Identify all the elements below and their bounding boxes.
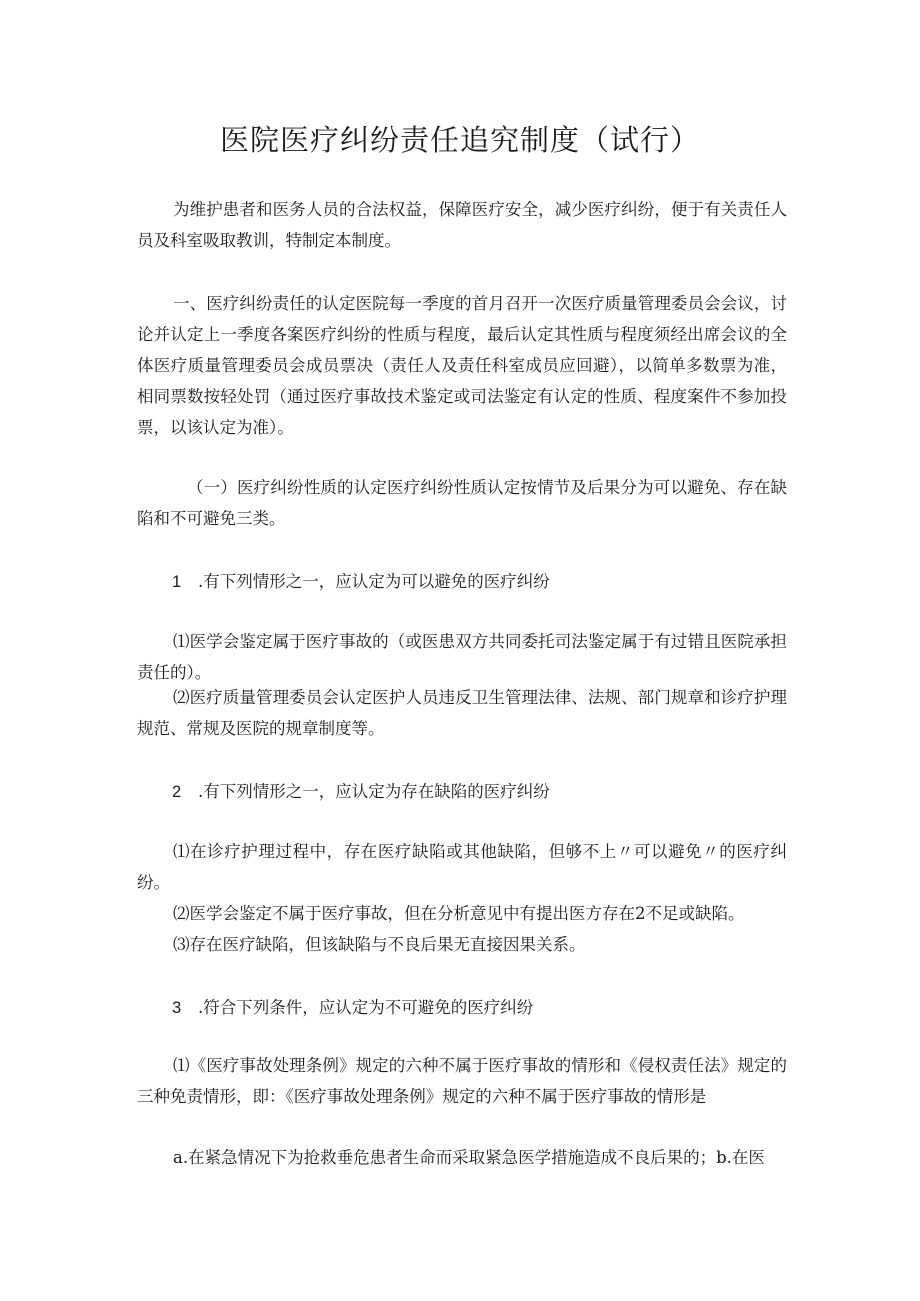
- heading-3-number: 3: [172, 999, 182, 1017]
- list-item: ⑴医学会鉴定属于医疗事故的（或医患双方共同委托司法鉴定属于有过错且医院承担责任的）。: [137, 632, 787, 682]
- list-item: ⑵医学会鉴定不属于医疗事故，但在分析意见中有提出医方存在2不足或缺陷。: [173, 904, 745, 923]
- intro-paragraph: 为维护患者和医务人员的合法权益，保障医疗安全，减少医疗纠纷，便于有关责任人员及科室吸取教训，特制定本制度。: [137, 200, 787, 250]
- list-item: ⑵医疗质量管理委员会认定医护人员违反卫生管理法律、法规、部门规章和诊疗护理规范、常规及医院的规章制度等。: [137, 688, 787, 738]
- heading-2-number: 2: [172, 783, 182, 801]
- trailing-paragraph: a.在紧急情况下为抢救垂危患者生命而采取紧急医学措施造成不良后果的；b.在医: [173, 1148, 765, 1167]
- subsection-1-paragraph: （一）医疗纠纷性质的认定医疗纠纷性质认定按情节及后果分为可以避免、存在缺陷和不可避免三类。: [137, 478, 787, 528]
- heading-1-text: .有下列情形之一，应认定为可以避免的医疗纠纷: [198, 572, 550, 591]
- section-1-paragraph: 一、医疗纠纷责任的认定医院每一季度的首月召开一次医疗质量管理委员会会议，讨论并认定上一季度各案医疗纠纷的性质与程度，最后认定其性质与程度须经出席会议的全体医疗质量管理委员会成员票决（责任人及责任科室成员应回避），以简单多数票为准，相同票数按轻处罚（通过医疗事故技术鉴定或司法鉴定有认定的性质、程度案件不参加投票，以该认定为准）。: [137, 294, 787, 437]
- list-item: ⑴在诊疗护理过程中，存在医疗缺陷或其他缺陷，但够不上〃可以避免〃的医疗纠纷。: [137, 842, 787, 892]
- heading-2: [172, 776, 550, 808]
- heading-1-number: 1: [172, 573, 182, 591]
- heading-1: [172, 566, 550, 598]
- heading-3: [172, 992, 533, 1024]
- list-item: ⑶存在医疗缺陷，但该缺陷与不良后果无直接因果关系。: [173, 935, 586, 954]
- heading-3-text: .符合下列条件，应认定为不可避免的医疗纠纷: [198, 998, 534, 1017]
- list-item: ⑴《医疗事故处理条例》规定的六种不属于医疗事故的情形和《侵权责任法》规定的三种免责情形，即：《医疗事故处理条例》规定的六种不属于医疗事故的情形是: [137, 1056, 787, 1106]
- document-title: 医院医疗纠纷责任追究制度（试行）: [219, 123, 700, 157]
- heading-2-text: .有下列情形之一，应认定为存在缺陷的医疗纠纷: [198, 782, 550, 801]
